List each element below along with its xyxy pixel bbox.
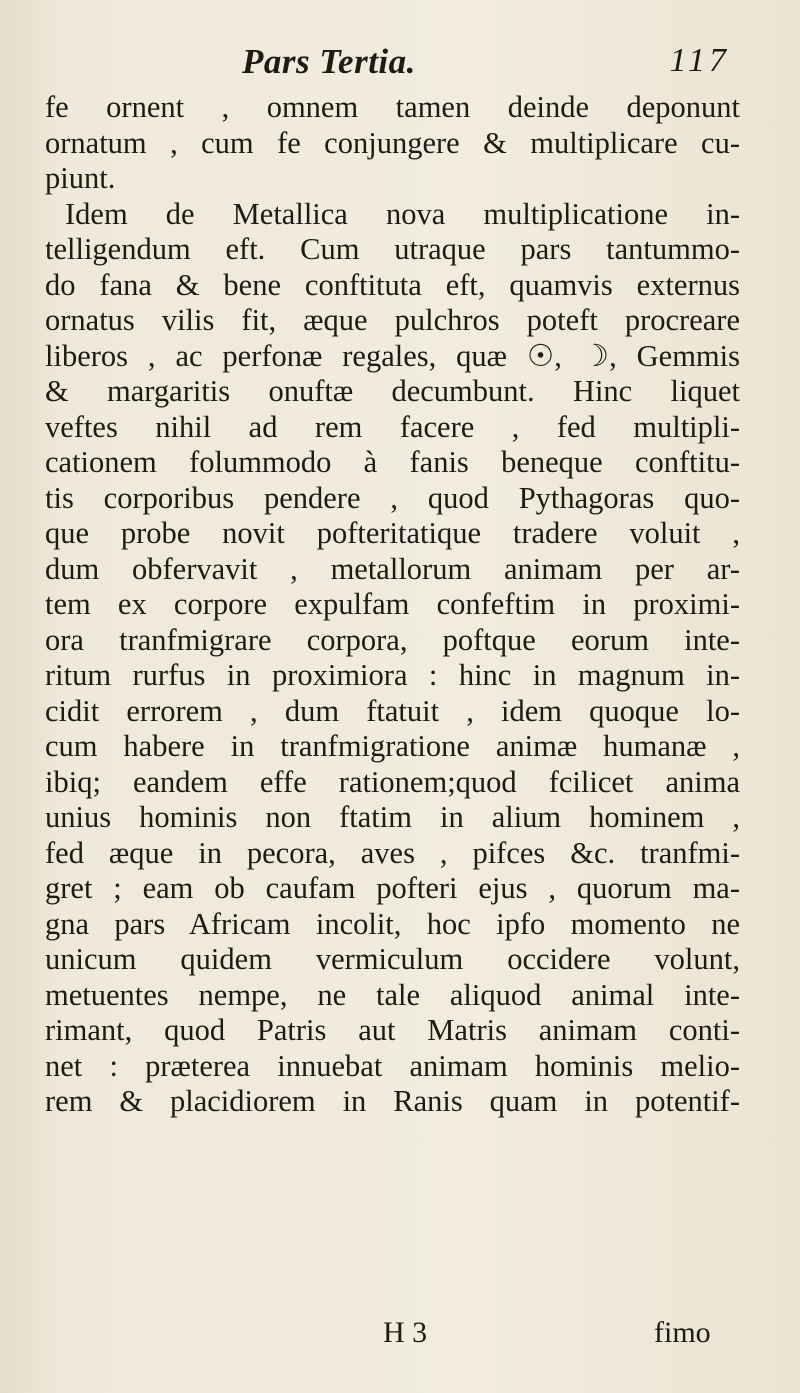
text-line: unicum quidem vermiculum occidere volunt,: [45, 942, 740, 976]
text-line: telligendum eft. Cum utraque pars tantummo-: [45, 232, 740, 266]
text-line: ornatus vilis fit, æque pulchros poteft procreare: [45, 303, 740, 337]
catchword: fimo: [654, 1316, 711, 1349]
text-line: ritum rurfus in proximiora : hinc in magnum in-: [45, 658, 740, 692]
text-line: rimant, quod Patris aut Matris animam conti-: [45, 1013, 740, 1047]
text-line: cum habere in tranfmigratione animæ humanæ ,: [45, 729, 740, 763]
text-line: liberos , ac perfonæ regales, quæ ☉, ☽, Gemmis: [45, 338, 740, 373]
text-line: fed æque in pecora, aves , pifces &c. tranfmi-: [45, 835, 740, 870]
running-head: [90, 42, 730, 92]
text-line: tis corporibus pendere , quod Pythagoras quo-: [45, 480, 740, 515]
text-line: ornatum , cum fe conjungere & multiplicare cu-: [45, 125, 740, 160]
text-line: & margaritis onuftæ decumbunt. Hinc liquet: [45, 374, 740, 408]
text-line: gret ; eam ob caufam pofteri ejus , quorum ma-: [45, 871, 740, 905]
text-line: rem & placidiorem in Ranis quam in potentif-: [45, 1084, 740, 1118]
text-line: do fana & bene conftituta eft, quamvis externus: [45, 267, 740, 302]
page-number: 117: [669, 42, 730, 79]
signature-mark: H 3: [383, 1316, 428, 1349]
text-line: que probe novit pofteritatique tradere voluit ,: [45, 516, 740, 550]
text-line: dum obfervavit , metallorum animam per ar-: [45, 551, 740, 586]
text-line: tem ex corpore expulfam confeftim in proximi-: [45, 587, 740, 621]
body-text: [45, 90, 740, 1120]
text-line: piunt.: [45, 161, 116, 195]
text-line: ibiq; eandem effe rationem;quod fcilicet anima: [45, 764, 740, 799]
text-line: cidit errorem , dum ftatuit , idem quoque lo-: [45, 693, 740, 728]
text-line: Idem de Metallica nova multiplicatione in-: [65, 196, 740, 231]
text-line: net : præterea innuebat animam hominis melio-: [45, 1048, 740, 1083]
text-line: cationem folummodo à fanis beneque conftitu-: [45, 445, 740, 479]
text-line: veftes nihil ad rem facere , fed multipli-: [45, 409, 740, 444]
page-footer: [0, 1316, 800, 1356]
text-line: fe ornent , omnem tamen deinde deponunt: [45, 90, 740, 124]
running-title: Pars Tertia.: [242, 42, 416, 81]
text-line: ora tranfmigrare corpora, poftque eorum inte-: [45, 622, 740, 657]
text-line: unius hominis non ftatim in alium hominem ,: [45, 800, 740, 834]
text-line: gna pars Africam incolit, hoc ipfo momento ne: [45, 906, 740, 941]
text-line: metuentes nempe, ne tale aliquod animal inte-: [45, 977, 740, 1012]
